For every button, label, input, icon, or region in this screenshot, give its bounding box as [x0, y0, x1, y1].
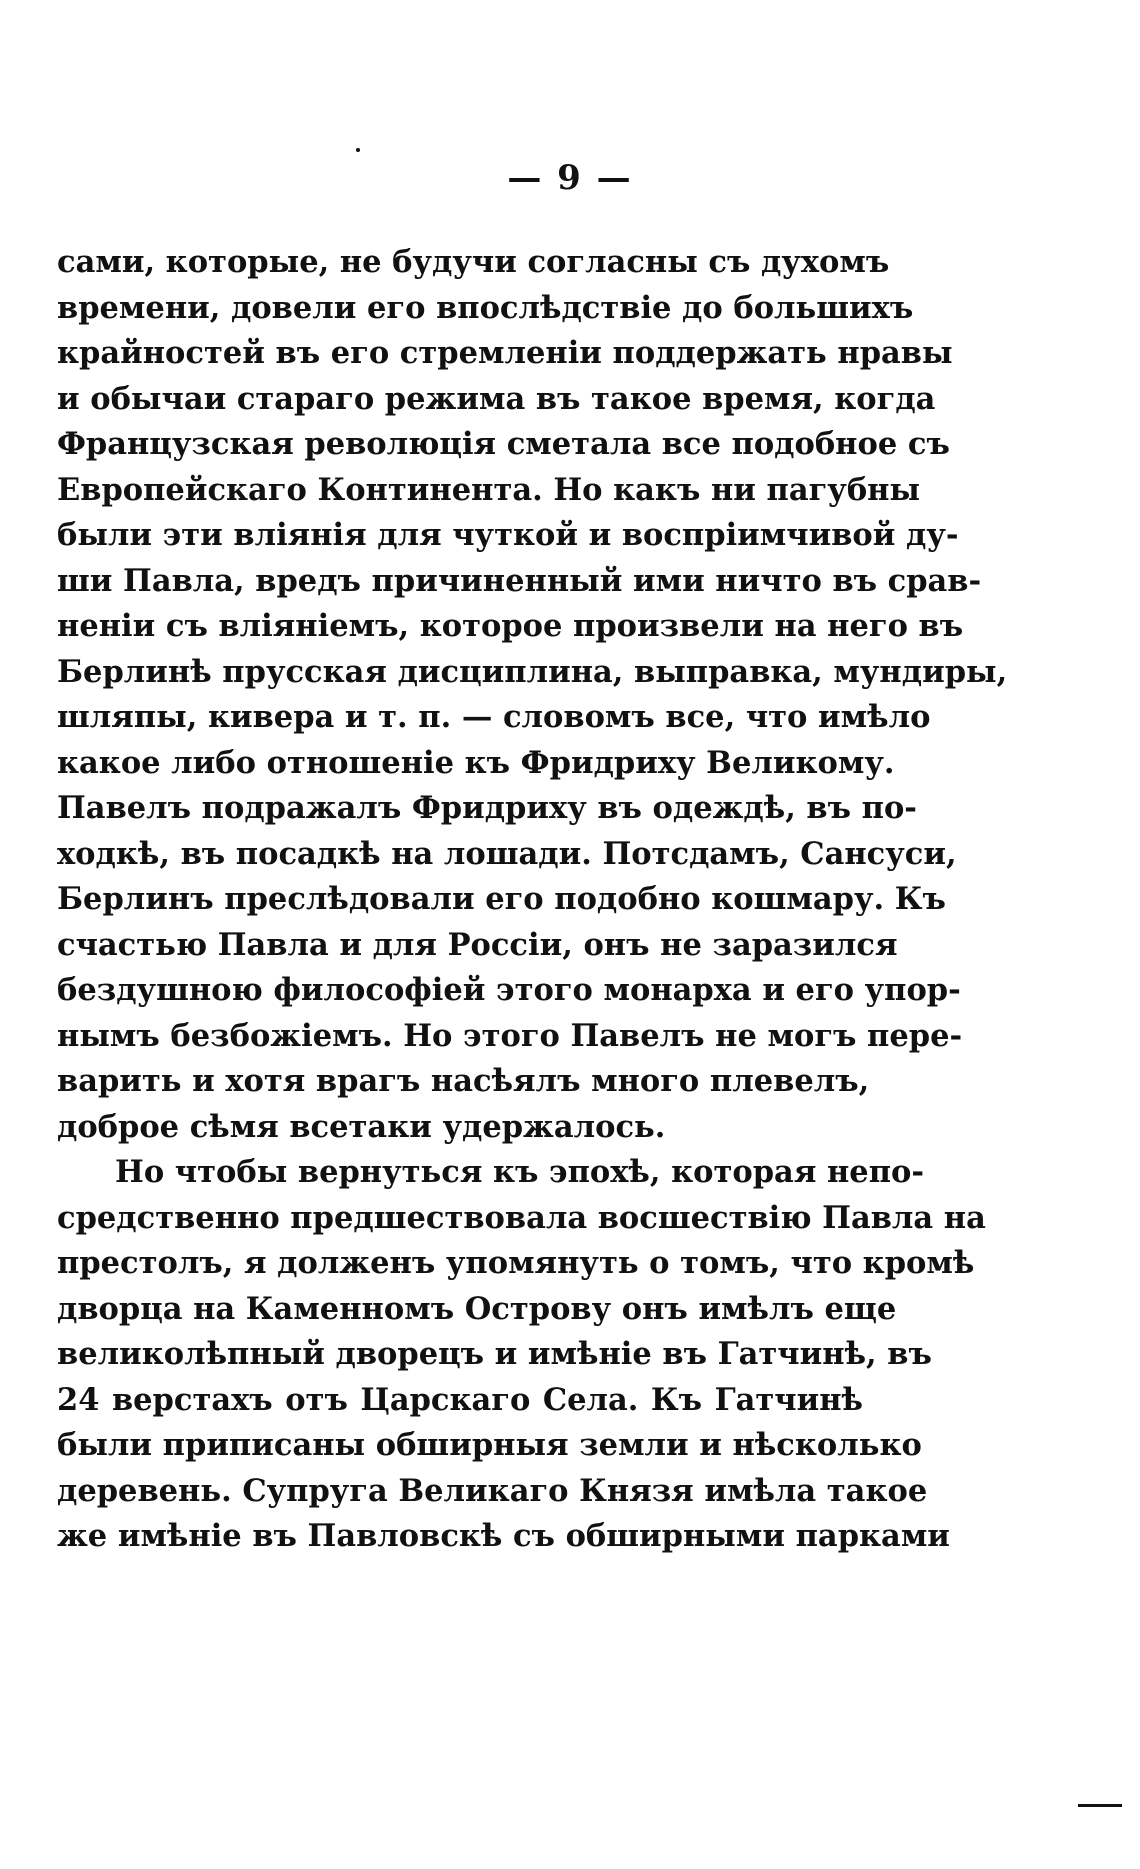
edge-mark [1078, 1804, 1122, 1807]
text-line: ходкѣ, въ посадкѣ на лошади. Потсдамъ, Сансуси, [57, 835, 957, 872]
text-line: какое либо отношеніе къ Фридриху Великому. [57, 744, 895, 781]
text-line: Французская революція сметала все подобное съ [57, 426, 950, 462]
text-line: счастью Павла и для Россіи, онъ не заразился [57, 926, 898, 963]
text-line: варить и хотя врагъ насѣялъ много плевелъ, [57, 1063, 870, 1099]
text-line: 24 верстахъ отъ Царскаго Села. Къ Гатчинѣ [57, 1381, 863, 1418]
text-line: неніи съ вліяніемъ, которое произвели на него въ [57, 608, 964, 644]
text-line: престолъ, я долженъ упомянуть о томъ, что кромѣ [57, 1245, 975, 1281]
ink-speck [356, 148, 360, 152]
text-line: нымъ безбожіемъ. Но этого Павелъ не могъ пере- [57, 1017, 963, 1054]
text-line: ши Павла, вредъ причиненный ими ничто въ срав- [57, 562, 982, 599]
text-line: средственно предшествовала восшествію Павла на [57, 1199, 986, 1236]
page-number: — 9 — [507, 158, 633, 198]
text-line: Европейскаго Континента. Но какъ ни пагубны [57, 471, 921, 508]
text-line: бездушною философіей этого монарха и его упор- [57, 972, 961, 1008]
text-line: и обычаи стараго режима въ такое время, когда [57, 380, 936, 417]
text-line: доброе сѣмя всетаки удержалось. [57, 1108, 666, 1145]
text-line: были приписаны обширныя земли и нѣсколько [57, 1427, 922, 1463]
text-line: великолѣпный дворецъ и имѣніе въ Гатчинѣ, въ [57, 1336, 932, 1372]
text-line: же имѣніе въ Павловскѣ съ обширными парками [57, 1518, 950, 1554]
text-line: деревень. Супруга Великаго Князя имѣла такое [57, 1472, 928, 1509]
body-text [57, 240, 1008, 1560]
text-line: Но чтобы вернуться къ эпохѣ, которая непо- [115, 1154, 925, 1190]
text-line: крайностей въ его стремленіи поддержать нравы [57, 335, 953, 371]
text-line: Павелъ подражалъ Фридриху въ одеждѣ, въ по- [57, 790, 917, 826]
text-line: Берлинѣ прусская дисциплина, выправка, мундиры, [57, 653, 1008, 690]
text-line: времени, довели его впослѣдствіе до большихъ [57, 289, 914, 326]
paragraph-1 [57, 240, 1008, 1150]
text-line: сами, которые, не будучи согласны съ духомъ [57, 244, 890, 280]
paragraph-2 [57, 1150, 986, 1560]
text-line: шляпы, кивера и т. п. — словомъ все, что имѣло [57, 699, 931, 735]
text-line: дворца на Каменномъ Острову онъ имѣлъ еще [57, 1290, 897, 1327]
text-line: были эти вліянія для чуткой и воспріимчивой ду- [57, 517, 959, 553]
text-line: Берлинъ преслѣдовали его подобно кошмару. Къ [57, 881, 946, 917]
